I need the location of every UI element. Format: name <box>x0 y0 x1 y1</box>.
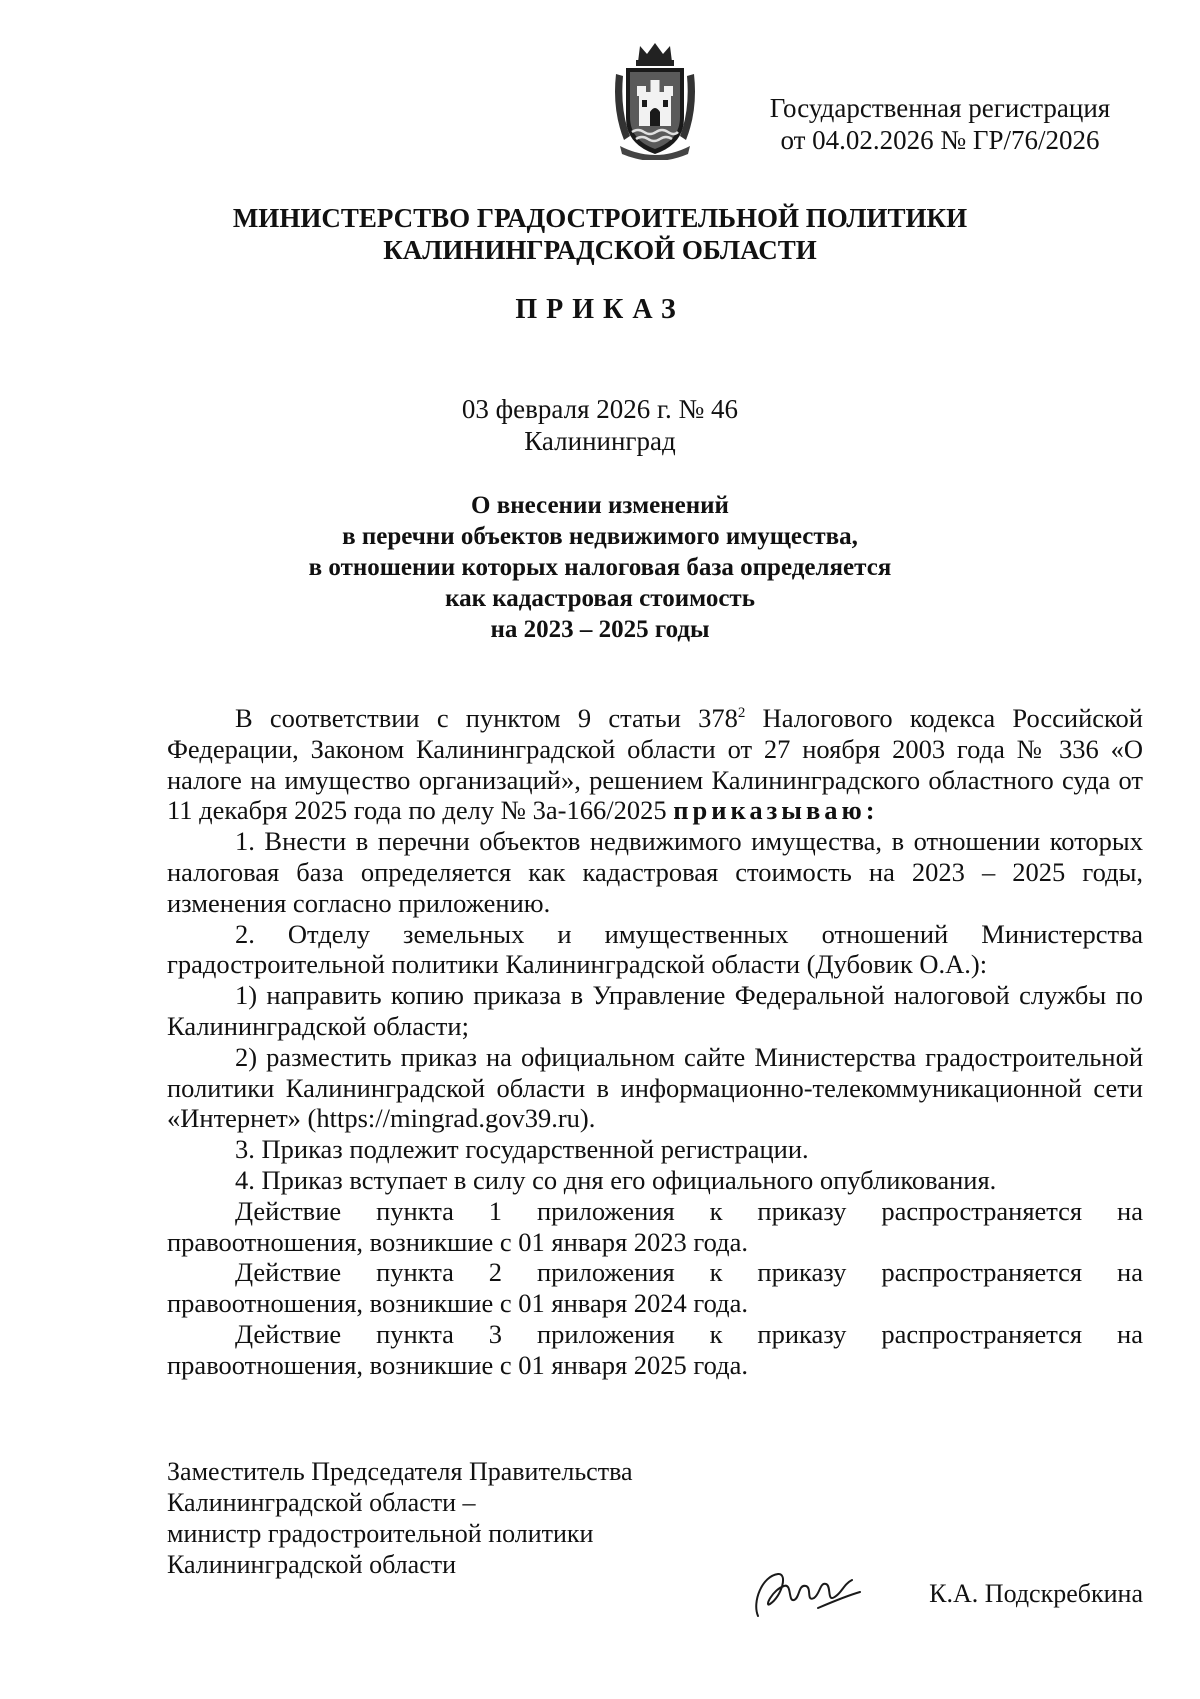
state-registration-stamp <box>740 92 1140 156</box>
subject-line-3: в отношении которых налоговая база определяется <box>308 554 892 581</box>
order-word: приказываю: <box>673 795 879 826</box>
ministry-name <box>100 202 1100 266</box>
subject-line-1: О внесении изменений <box>471 492 729 519</box>
registration-line-2: от 04.02.2026 № ГР/76/2026 <box>780 125 1100 155</box>
article-superscript: 2 <box>737 705 746 722</box>
preamble-text-continued: Налогового кодекса Российской Федерации, Законом Калининградской области от 27 ноября 2003 года № 336 «О налоге на имущество организаций», решением Калининградского областного суда от 11 декабря 2025 года по делу № 3а-166/2025 <box>167 703 1143 826</box>
signer-position <box>167 1456 727 1580</box>
order-date: 03 февраля 2026 г. № 46 <box>461 394 739 424</box>
subject-line-4: как кадастровая стоимость <box>445 585 755 612</box>
subject-line-2: в перечни объектов недвижимого имущества, <box>342 523 858 550</box>
effect-clause-1: Действие пункта 1 приложения к приказу распространяется на правоотношения, возникшие с 01 января 2023 года. <box>167 1195 1143 1257</box>
order-body <box>167 703 1143 1381</box>
signer-position-line-3: министр градостроительной политики <box>167 1519 594 1548</box>
order-subject <box>200 490 1000 645</box>
order-date-number <box>400 393 800 457</box>
item-2-subitem-2: 2) разместить приказ на официальном сайте Министерства градостроительной политики Калининградской области в информационно-телекоммуникационной сети «Интернет» (https://mingrad.gov39.ru). <box>167 1041 1143 1134</box>
preamble-paragraph <box>167 703 1143 826</box>
signer-position-line-1: Заместитель Председателя Правительства <box>167 1457 633 1486</box>
signer-position-line-2: Калининградской области – <box>167 1488 476 1517</box>
item-3: 3. Приказ подлежит государственной регистрации. <box>235 1134 809 1165</box>
signer-name: К.А. Подскребкина <box>929 1579 1143 1608</box>
item-4: 4. Приказ вступает в силу со дня его официального опубликования. <box>235 1164 997 1195</box>
registration-line-1: Государственная регистрация <box>769 93 1111 123</box>
ministry-name-line-1: МИНИСТЕРСТВО ГРАДОСТРОИТЕЛЬНОЙ ПОЛИТИКИ <box>232 203 968 233</box>
signer-position-line-4: Калининградской области <box>167 1550 457 1579</box>
effect-clause-2: Действие пункта 2 приложения к приказу распространяется на правоотношения, возникшие с 01 января 2024 года. <box>167 1257 1143 1319</box>
coat-of-arms-icon <box>610 40 700 160</box>
item-2: 2. Отделу земельных и имущественных отношений Министерства градостроительной политики Калининградской области (Дубовик О.А.): <box>167 918 1143 980</box>
document-type-title: ПРИКАЗ <box>515 294 685 325</box>
preamble-text: В соответствии с пунктом 9 статьи 378 <box>235 703 738 733</box>
subject-line-5: на 2023 – 2025 годы <box>490 616 710 643</box>
handwritten-signature <box>748 1562 864 1626</box>
effect-clause-3: Действие пункта 3 приложения к приказу распространяется на правоотношения, возникшие с 01 января 2025 года. <box>167 1318 1143 1380</box>
item-2-subitem-1: 1) направить копию приказа в Управление Федеральной налоговой службы по Калининградской области; <box>167 980 1143 1041</box>
item-1: 1. Внести в перечни объектов недвижимого имущества, в отношении которых налоговая база определяется как кадастровая стоимость на 2023 – 2025 годы, изменения согласно приложению. <box>167 826 1143 918</box>
order-city: Калининград <box>524 426 676 456</box>
ministry-name-line-2: КАЛИНИНГРАДСКОЙ ОБЛАСТИ <box>383 235 817 265</box>
